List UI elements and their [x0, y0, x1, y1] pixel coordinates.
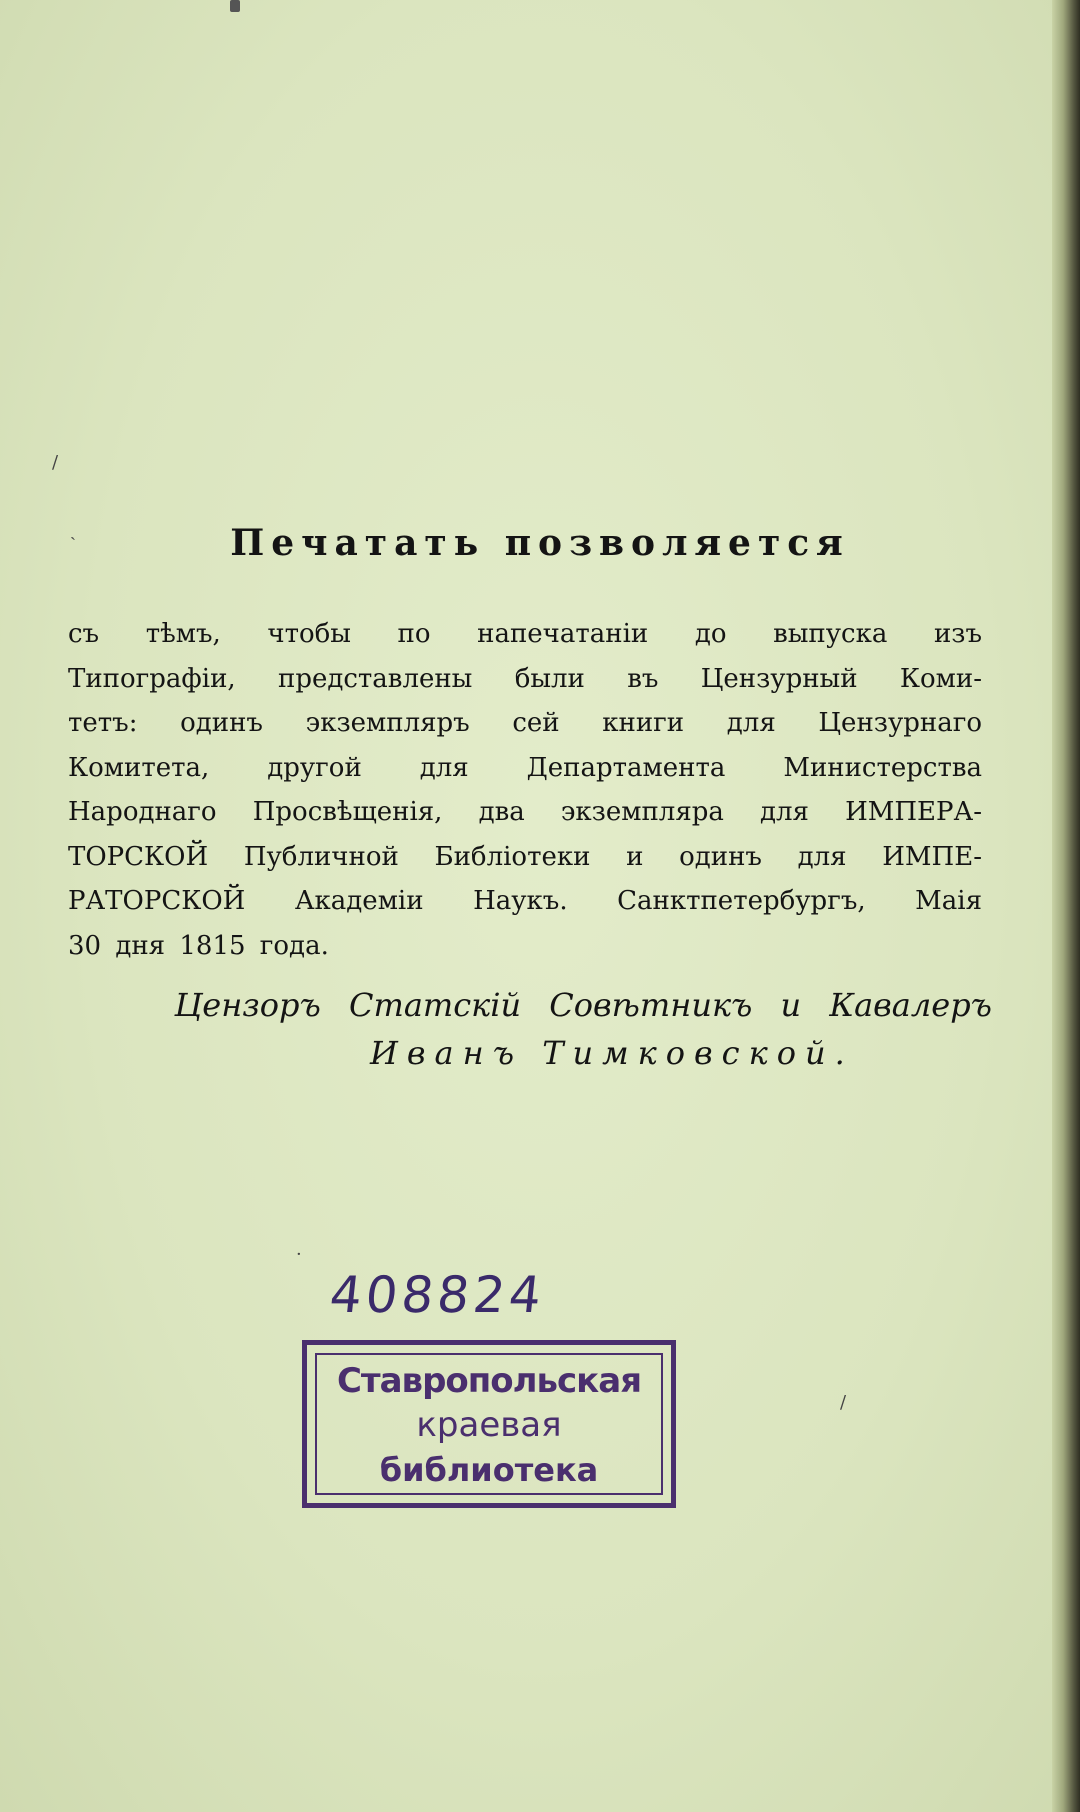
paper-mark: / — [840, 1392, 847, 1413]
page-edge-shadow — [1052, 0, 1080, 1812]
stamp-line: библиотека — [379, 1451, 599, 1489]
text-line: 30 дня 1815 года. — [68, 930, 329, 961]
text-line: Типографіи, представлены были въ Цензурный Коми- — [68, 663, 982, 694]
censorship-text — [68, 612, 982, 968]
paper-mark: · — [296, 1244, 302, 1265]
paper-mark: ˎ — [70, 520, 76, 541]
library-stamp — [302, 1340, 676, 1508]
censor-name: Иванъ Тимковской. — [370, 1034, 854, 1072]
text-line: съ тѣмъ, чтобы по напечатаніи до выпуска изъ — [68, 619, 982, 649]
censor-title: Цензоръ Статскій Совѣтникъ и Кавалеръ — [174, 986, 992, 1024]
stamp-line: Ставропольская — [336, 1361, 642, 1401]
ink-speck — [230, 0, 240, 12]
text-line: тетъ: одинъ экземпляръ сей книги для Цензурнаго — [68, 708, 982, 738]
text-line: РАТОРСКОЙ Академіи Наукъ. Санктпетербургъ, Маія — [68, 886, 982, 916]
text-line: ТОРСКОЙ Публичной Библіотеки и одинъ для ИМПЕ- — [68, 841, 982, 872]
permission-heading: Печатать позволяется — [230, 522, 850, 564]
paper-mark: / — [52, 452, 59, 473]
text-line: Народнаго Просвѣщенія, два экземпляра для ИМПЕРА- — [68, 797, 982, 827]
text-line: Комитета, другой для Департамента Министерства — [68, 752, 982, 783]
stamp-line: краевая — [416, 1405, 562, 1445]
handwritten-inventory-number: 408824 — [326, 1266, 548, 1324]
